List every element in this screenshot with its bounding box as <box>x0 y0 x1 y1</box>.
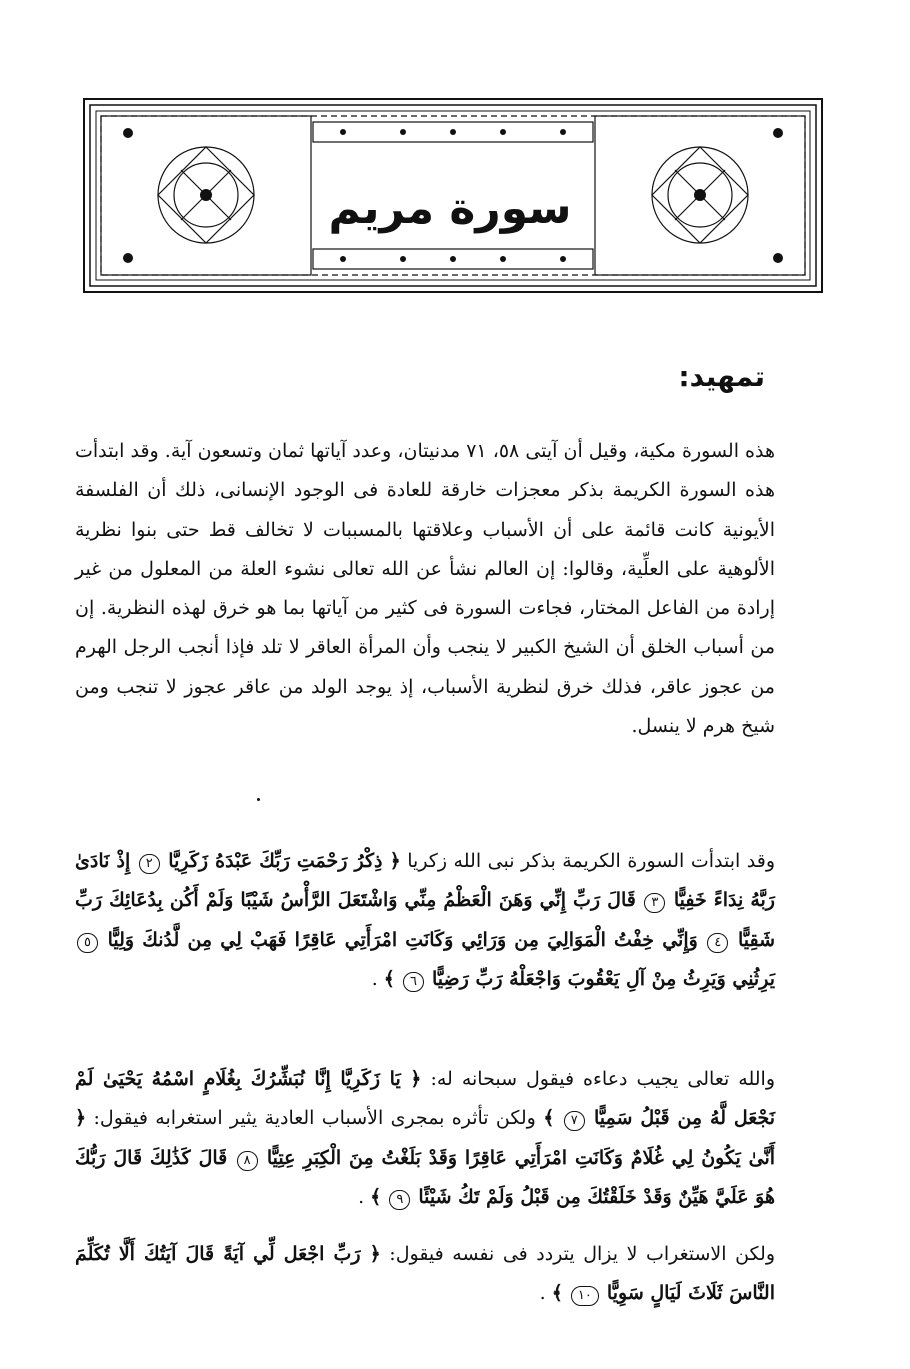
paragraph-middle: ولكن تأثره بمجرى الأسباب العادية يثير استغرابه فيقول: <box>93 1107 536 1130</box>
ayah-number: ٤ <box>707 933 728 953</box>
quran-text: ﴿ يَا زَكَرِيَّا إِنَّا نُبَشِّرُكَ بِغُلَامٍ اسْمُهُ يَحْيَىٰ لَمْ نَجْعَل لَّهُ مِن قَبْلُ سَمِيًّا <box>75 1068 776 1130</box>
ayah-number: ٩ <box>389 1190 410 1210</box>
quran-text: ﴿ رَبِّ اجْعَل لِّي آيَةً قَالَ آيَتُكَ أَلَّا تُكَلِّمَ النَّاسَ ثَلَاثَ لَيَالٍ سَوِيًّا <box>75 1243 775 1305</box>
paragraph-lead: وقد ابتدأت السورة الكريمة بذكر نبى الله زكريا <box>407 850 776 872</box>
quran-close: ﴾ <box>383 967 395 990</box>
quran-text: ﴿ أَنَّىٰ يَكُونُ لِي غُلَامٌ وَكَانَتِ امْرَأَتِي عَاقِرًا وَقَدْ بَلَغْتُ مِنَ الْكِبَرِ عِتِيًّا <box>75 1107 776 1169</box>
stray-dot <box>257 798 260 801</box>
quran-text: وَإِنِّي خِفْتُ الْمَوَالِيَ مِن وَرَائِي وَكَانَتِ امْرَأَتِي عَاقِرًا فَهَبْ لِي مِن لَّدُنكَ وَلِيًّا <box>107 928 698 951</box>
paragraph-glad-tidings <box>75 1060 775 1217</box>
ayah-number: ٨ <box>237 1151 258 1171</box>
quran-text: قَالَ رَبِّ إِنِّي وَهَنَ الْعَظْمُ مِنِّي وَاشْتَعَلَ الرَّأْسُ شَيْبًا وَلَمْ أَكُن بِدُعَائِكَ رَبِّ شَقِيًّا <box>75 889 776 951</box>
sura-title: سورة مريم <box>328 182 572 234</box>
section-heading: تمهيد: <box>678 360 765 393</box>
quran-text: قَالَ كَذَٰلِكَ قَالَ رَبُّكَ هُوَ عَلَيَّ هَيِّنٌ وَقَدْ خَلَقْتُكَ مِن قَبْلُ وَلَمْ تَكُ شَيْئًا <box>75 1146 775 1208</box>
quran-text: ﴿ ذِكْرُ رَحْمَتِ رَبِّكَ عَبْدَهُ زَكَرِيَّا <box>168 850 401 872</box>
quran-close: ﴾ <box>551 1282 563 1305</box>
quran-text: يَرِثُنِي وَيَرِثُ مِنْ آلِ يَعْقُوبَ وَاجْعَلْهُ رَبِّ رَضِيًّا <box>432 967 775 990</box>
quran-close: ﴾ <box>543 1107 555 1130</box>
ayah-number: ٧ <box>564 1111 585 1131</box>
paragraph-end: . <box>539 1282 546 1305</box>
paragraph-end: . <box>358 1185 365 1208</box>
ayah-number: ٦ <box>403 972 424 992</box>
ayah-number: ١٠ <box>571 1286 599 1306</box>
paragraph-lead: ولكن الاستغراب لا يزال يتردد فى نفسه فيقول: <box>389 1243 775 1265</box>
ayah-number: ٥ <box>77 933 98 953</box>
paragraph-lead: والله تعالى يجيب دعاءه فيقول سبحانه له: <box>430 1068 775 1090</box>
ayah-number: ٢ <box>139 854 160 874</box>
quran-close: ﴾ <box>370 1185 382 1208</box>
paragraph-zakariya-prayer <box>75 842 775 999</box>
intro-paragraph: هذه السورة مكية، وقيل أن آيتى ٥٨، ٧١ مدنيتان، وعدد آياتها ثمان وتسعون آية. وقد ابتدأت هذه السورة الكريمة بذكر معجزات خارقة للعادة فى الوجود الإنسانى، ذلك أن الفلسفة الأيونية كانت قائمة على أن الأسباب وعلاقتها بالمسببات لا تخالف قط حتى بنوا نظرية الألوهية على العلِّية، وقالوا: إن العالم نشأ عن الله تعالى نشوء العلة من المعلول من غير إرادة من الفاعل المختار، فجاءت السورة فى كثير من آياتها بما هو خرق لهذه النظرية. إن من أسباب الخلق أن الشيخ الكبير لا ينجب وأن المرأة العاقر لا تلد فإذا أنجب الرجل الهرم من عجوز عاقر، فذلك خرق لنظرية الأسباب، إذ يوجد الولد من عاقر عجوز لا تنجب ومن شيخ هرم لا ينسل. <box>75 440 776 738</box>
paragraph-end: . <box>371 967 378 990</box>
ayah-number: ٣ <box>644 893 665 913</box>
paragraph-sign-request <box>75 1235 775 1314</box>
quran-text: إِذْ نَادَىٰ رَبَّهُ نِدَاءً خَفِيًّا <box>75 850 775 912</box>
